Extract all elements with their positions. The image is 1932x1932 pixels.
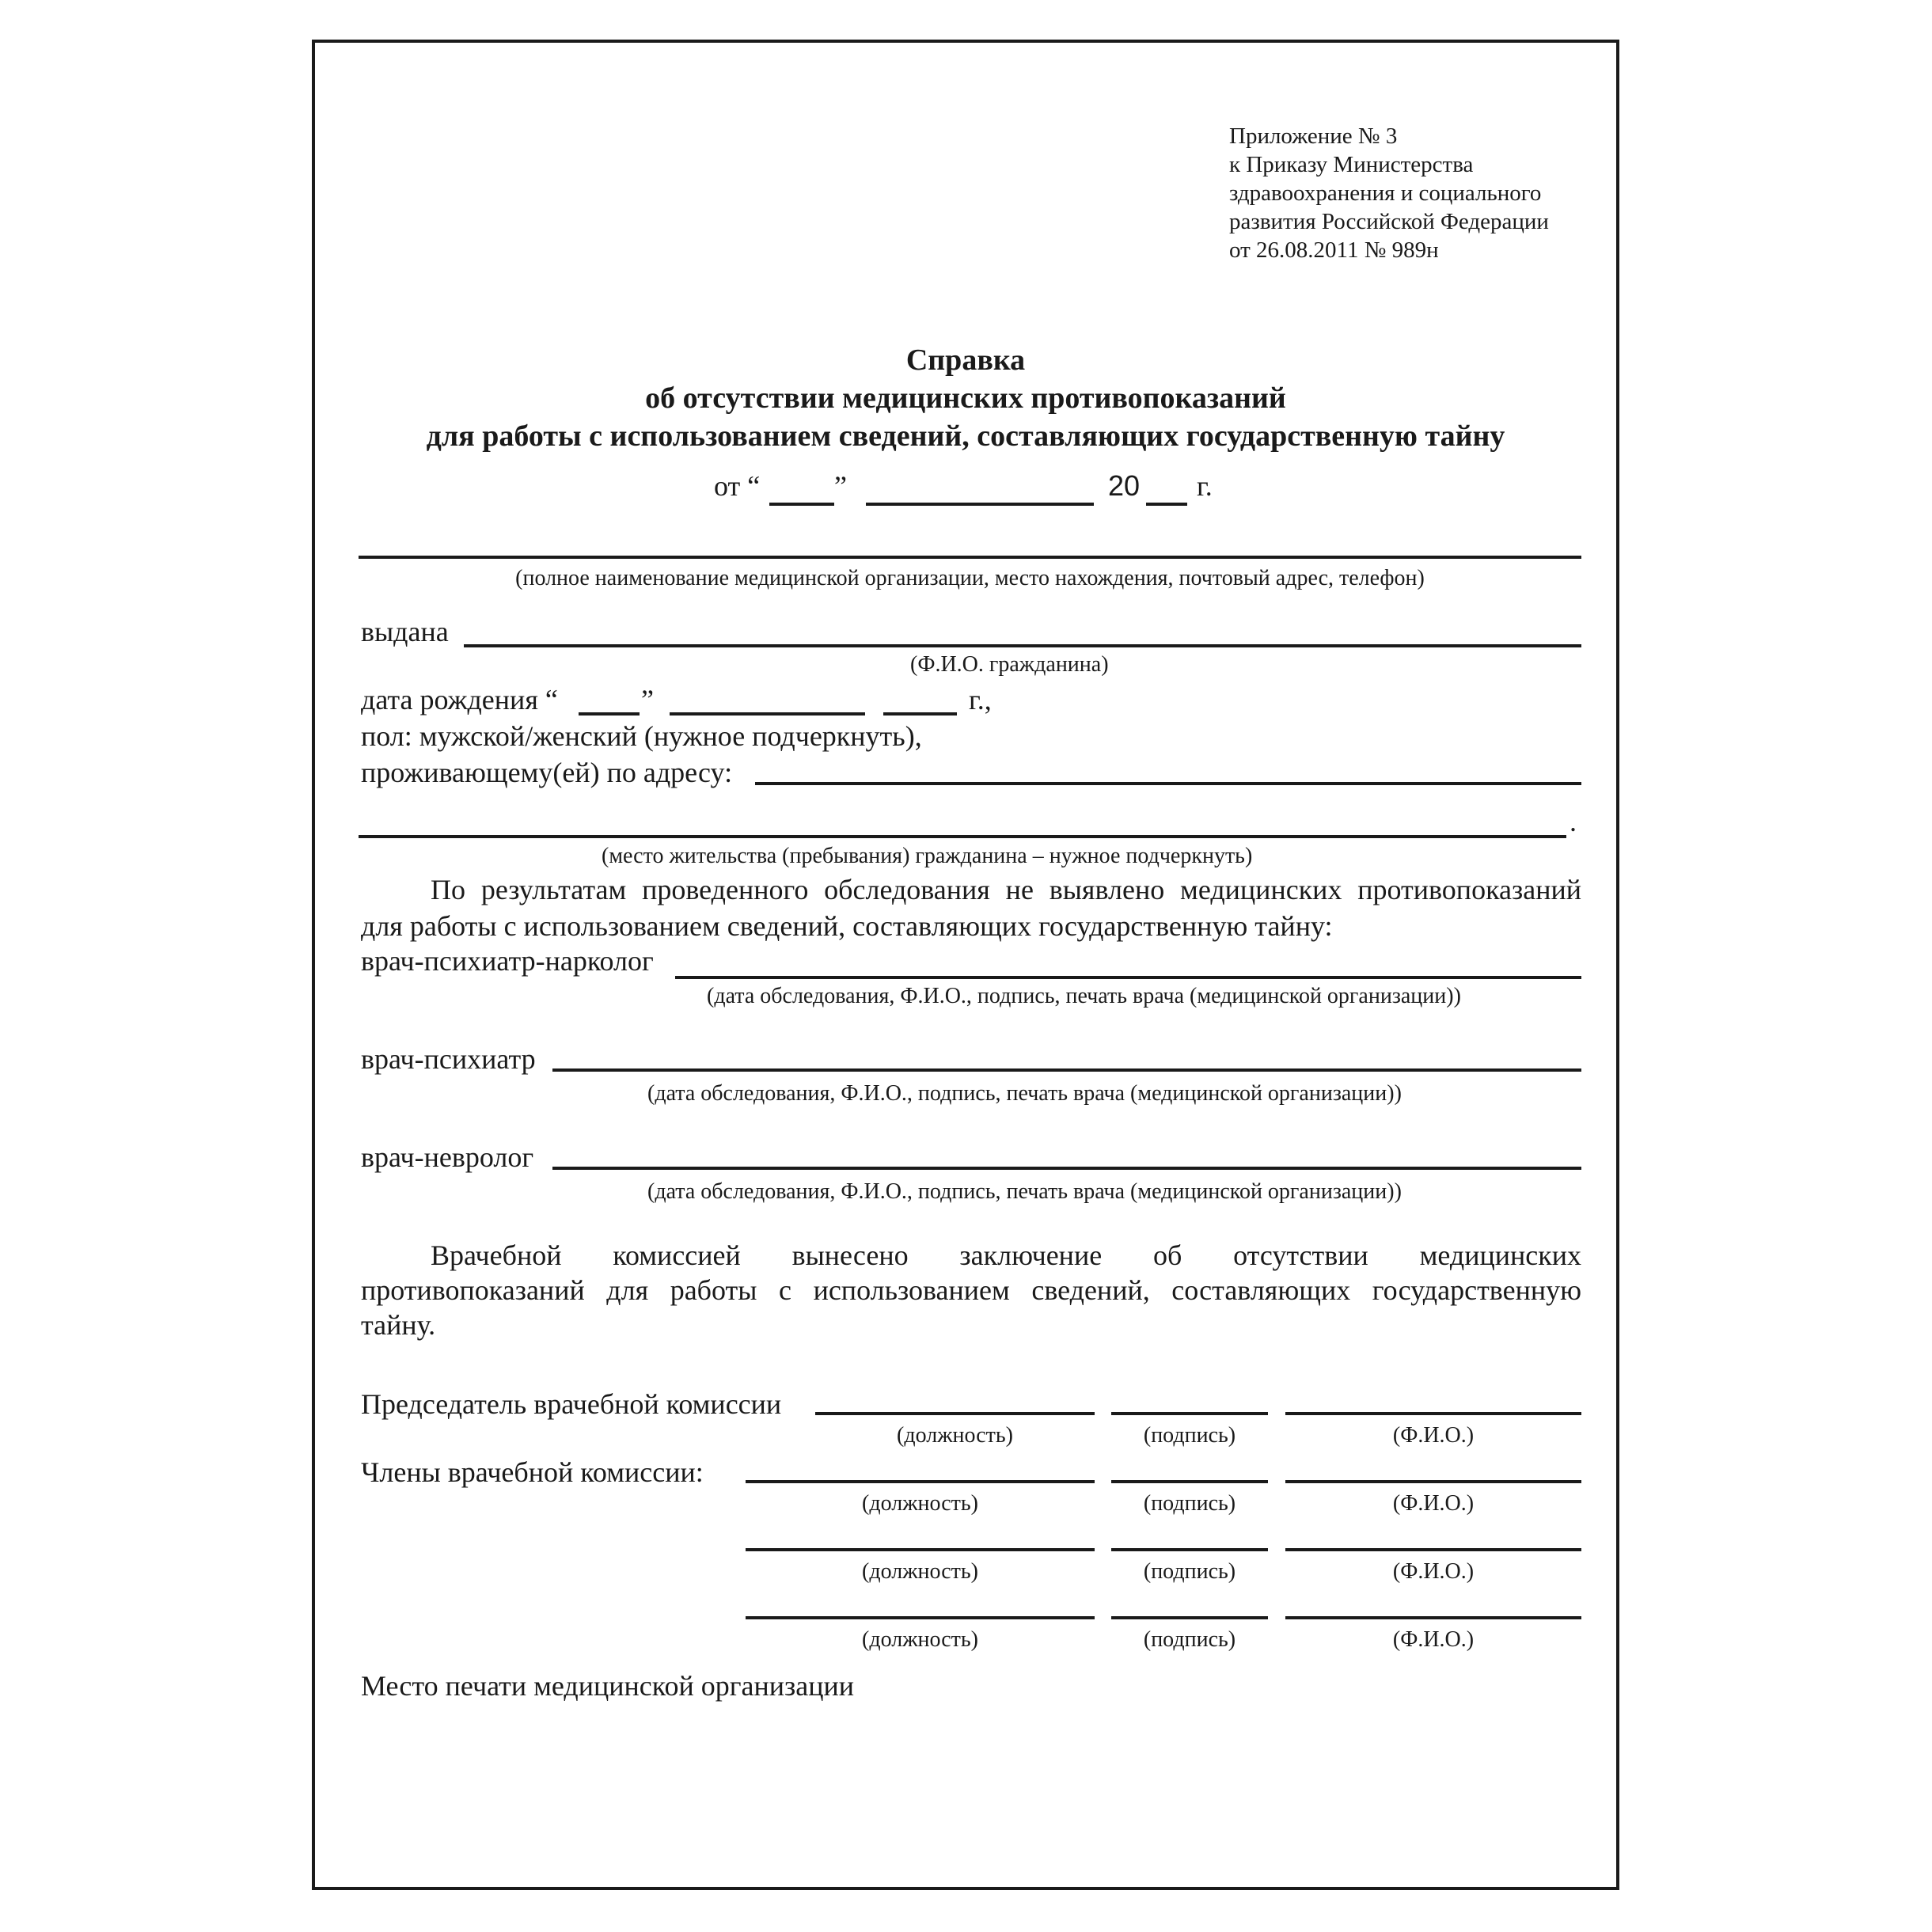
conclusion-line-3: тайну. <box>361 1309 436 1341</box>
member-2-position-field[interactable] <box>746 1548 1095 1551</box>
document-title: Справка <box>905 344 1026 377</box>
doctor-label-narcologist: врач-психиатр-нарколог <box>361 945 654 977</box>
organization-field[interactable] <box>359 556 1581 559</box>
word: об <box>1153 1239 1182 1271</box>
chairman-position-field[interactable] <box>815 1412 1095 1415</box>
narcologist-field[interactable] <box>675 976 1581 979</box>
date-month-field[interactable] <box>866 503 1094 506</box>
date-suffix: г. <box>1197 470 1213 502</box>
member-1-name-caption: (Ф.И.О.) <box>1392 1491 1475 1516</box>
document-subtitle: об отсутствии медицинских противопоказаний <box>645 381 1286 415</box>
document-subtitle-2: для работы с использованием сведений, составляющих государственную тайну <box>426 419 1505 453</box>
psychiatrist-field[interactable] <box>552 1068 1581 1072</box>
members-label: Члены врачебной комиссии: <box>361 1456 704 1488</box>
birth-year-suffix: г., <box>969 684 992 715</box>
date-year-field[interactable] <box>1146 503 1187 506</box>
issued-label: выдана <box>361 616 449 647</box>
word: медицинских <box>1419 1239 1581 1271</box>
member-3-position-field[interactable] <box>746 1616 1095 1619</box>
member-1-position-caption: (должность) <box>862 1491 978 1516</box>
word: составляющих <box>1171 1274 1351 1306</box>
member-1-name-field[interactable] <box>1285 1480 1581 1483</box>
member-3-signature-field[interactable] <box>1111 1616 1268 1619</box>
conclusion-line-1 <box>431 1241 1581 1270</box>
birth-year-field[interactable] <box>883 712 957 715</box>
word: противопоказаний <box>361 1274 585 1306</box>
chairman-label: Председатель врачебной комиссии <box>361 1388 782 1420</box>
header-line: к Приказу Министерства <box>1229 152 1474 177</box>
stamp-place-text: Место печати медицинской организации <box>361 1670 854 1702</box>
address-field[interactable] <box>755 782 1581 785</box>
birth-date-label: дата рождения “ <box>361 684 558 715</box>
citizen-name-field[interactable] <box>464 644 1581 647</box>
word: государственную <box>1372 1274 1581 1306</box>
neurologist-field[interactable] <box>552 1167 1581 1170</box>
member-2-position-caption: (должность) <box>862 1559 978 1584</box>
word: заключение <box>959 1239 1103 1271</box>
results-line-2: для работы с использованием сведений, составляющих государственную тайну: <box>361 910 1333 942</box>
header-line: от 26.08.2011 № 989н <box>1229 237 1439 263</box>
chairman-name-field[interactable] <box>1285 1412 1581 1415</box>
chairman-position-caption: (должность) <box>897 1423 1013 1448</box>
date-day-field[interactable] <box>769 503 834 506</box>
header-line: развития Российской Федерации <box>1229 209 1549 234</box>
address-end-mark: . <box>1570 806 1577 837</box>
member-2-signature-caption: (подпись) <box>1143 1559 1236 1584</box>
address-label: проживающему(ей) по адресу: <box>361 757 733 788</box>
birth-month-field[interactable] <box>670 712 865 715</box>
member-2-name-field[interactable] <box>1285 1548 1581 1551</box>
member-3-name-field[interactable] <box>1285 1616 1581 1619</box>
psychiatrist-caption: (дата обследования, Ф.И.О., подпись, печать врача (медицинской организации)) <box>647 1081 1402 1106</box>
member-2-signature-field[interactable] <box>1111 1548 1268 1551</box>
organization-caption: (полное наименование медицинской организации, место нахождения, почтовый адрес, телефон) <box>515 566 1425 590</box>
citizen-name-caption: (Ф.И.О. гражданина) <box>910 652 1109 677</box>
member-1-position-field[interactable] <box>746 1480 1095 1483</box>
member-3-signature-caption: (подпись) <box>1143 1627 1236 1652</box>
neurologist-caption: (дата обследования, Ф.И.О., подпись, печать врача (медицинской организации)) <box>647 1179 1402 1204</box>
birth-quote-close: ” <box>641 684 654 715</box>
word: вынесено <box>791 1239 909 1271</box>
date-year-prefix: 20 <box>1108 469 1141 502</box>
member-1-signature-field[interactable] <box>1111 1480 1268 1483</box>
conclusion-line-2 <box>361 1276 1581 1304</box>
member-2-name-caption: (Ф.И.О.) <box>1392 1559 1475 1584</box>
header-line: Приложение № 3 <box>1229 123 1398 149</box>
member-3-position-caption: (должность) <box>862 1627 978 1652</box>
address-field-2[interactable] <box>359 835 1566 838</box>
date-quote-close: ” <box>834 470 847 502</box>
word: отсутствии <box>1233 1239 1368 1271</box>
word: использованием <box>813 1274 1010 1306</box>
word: работы <box>670 1274 757 1306</box>
word: с <box>779 1274 791 1306</box>
address-caption: (место жительства (пребывания) гражданина – нужное подчеркнуть) <box>602 844 1253 868</box>
birth-day-field[interactable] <box>579 712 640 715</box>
header-line: здравоохранения и социального <box>1229 180 1542 206</box>
word: для <box>606 1274 649 1306</box>
chairman-name-caption: (Ф.И.О.) <box>1392 1423 1475 1448</box>
gender-text: пол: мужской/женский (нужное подчеркнуть), <box>361 720 922 752</box>
appendix-header <box>1229 122 1549 264</box>
chairman-signature-caption: (подпись) <box>1143 1423 1236 1448</box>
narcologist-caption: (дата обследования, Ф.И.О., подпись, печать врача (медицинской организации)) <box>707 984 1461 1008</box>
member-1-signature-caption: (подпись) <box>1143 1491 1236 1516</box>
doctor-label-neurologist: врач-невролог <box>361 1141 534 1173</box>
results-line-1: По результатам проведенного обследования не выявлено медицинских противопоказаний <box>431 874 1581 905</box>
date-prefix: от “ <box>714 470 761 502</box>
doctor-label-psychiatrist: врач-психиатр <box>361 1043 536 1075</box>
word: Врачебной <box>431 1239 562 1271</box>
chairman-signature-field[interactable] <box>1111 1412 1268 1415</box>
member-3-name-caption: (Ф.И.О.) <box>1392 1627 1475 1652</box>
word: комиссией <box>613 1239 741 1271</box>
word: сведений, <box>1031 1274 1150 1306</box>
